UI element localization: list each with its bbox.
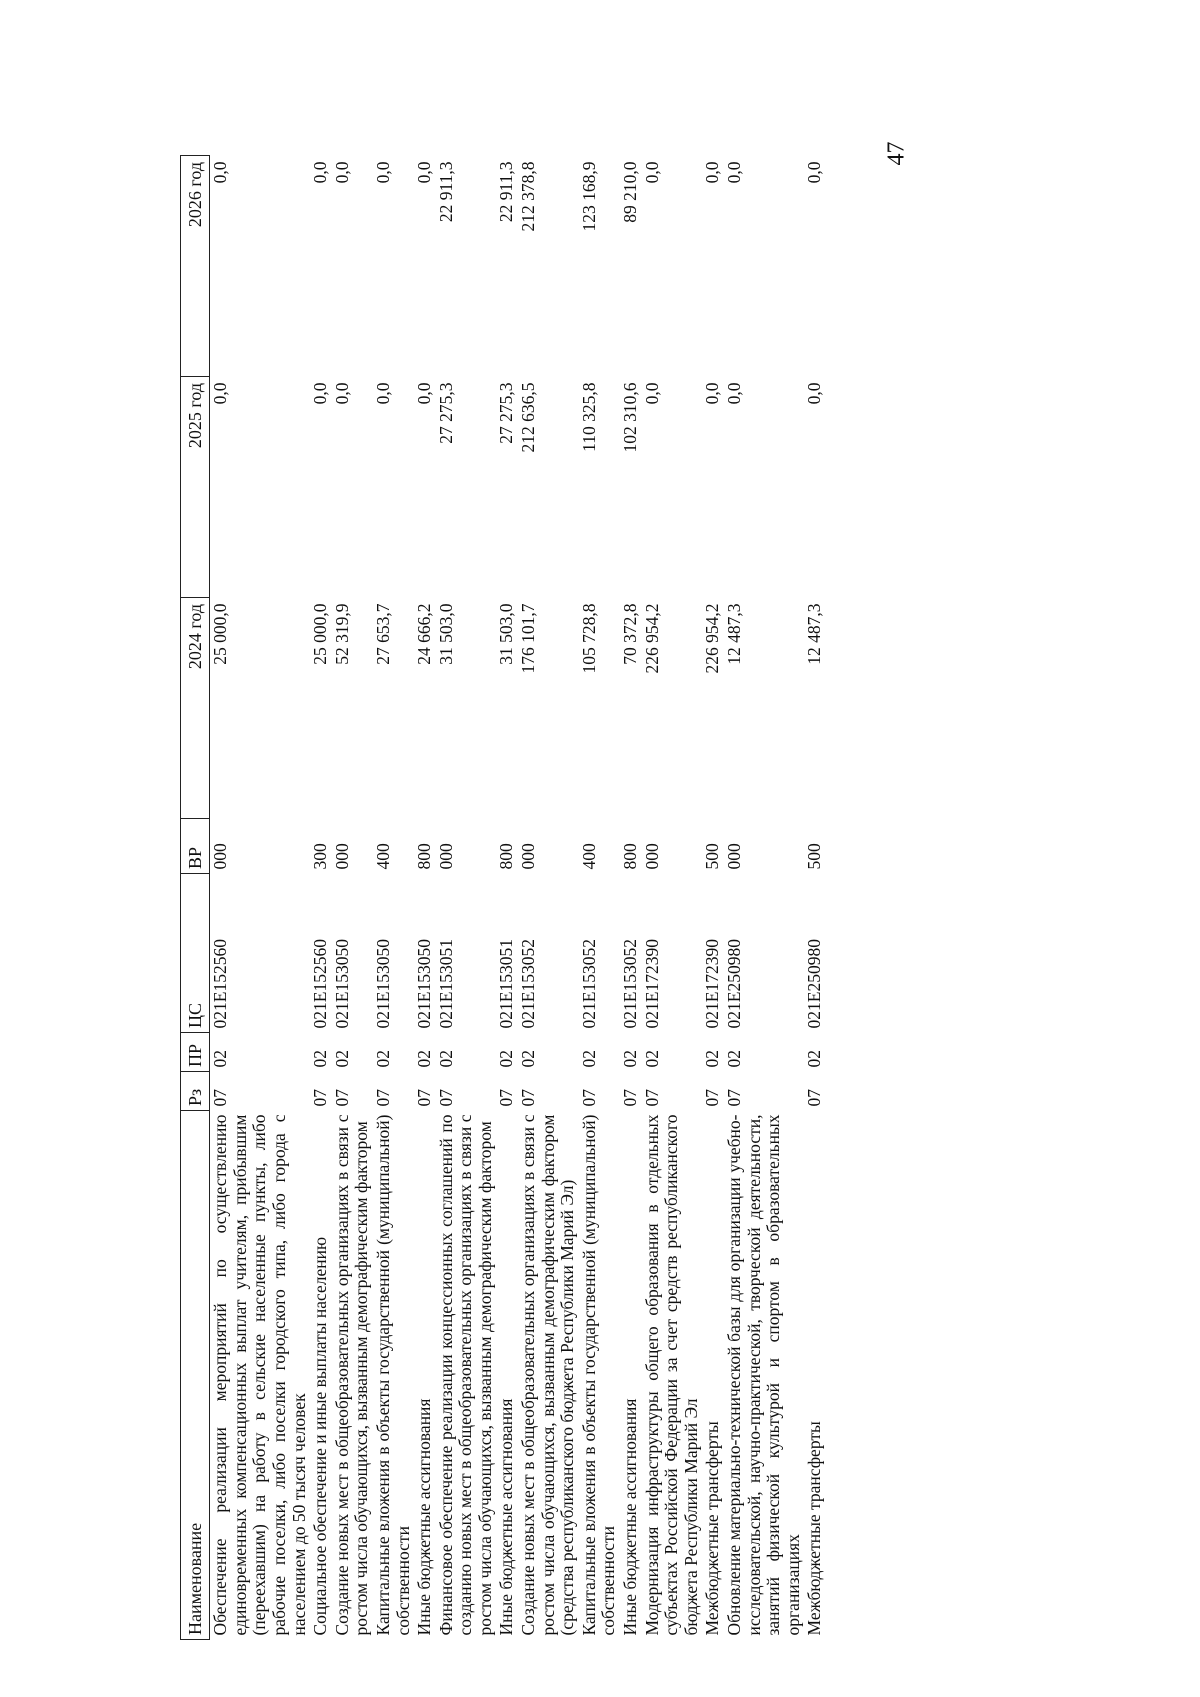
cell-2025: 0,0	[414, 382, 435, 405]
cell-2024: 31 503,0	[435, 603, 456, 665]
cell-2026: 0,0	[724, 161, 744, 184]
cell-2026: 22 911,3	[496, 161, 517, 223]
cell-name: Межбюджетные трансферты	[804, 1421, 825, 1636]
cell-cs: 021E153050	[331, 939, 352, 1029]
cell-2025: 0,0	[331, 382, 352, 405]
cell-2025: 0,0	[310, 382, 331, 405]
cell-vr: 400	[372, 843, 393, 870]
cell-cs: 021E172390	[641, 939, 662, 1029]
cell-rz: 07	[372, 1089, 393, 1107]
cell-2024: 25 000,0	[210, 603, 231, 665]
cell-cs: 021E250980	[724, 939, 744, 1029]
cell-2024: 12 487,3	[804, 603, 825, 665]
cell-2026: 22 911,3	[435, 161, 456, 223]
cell-2025: 102 310,6	[620, 382, 641, 453]
cell-2025: 212 636,5	[518, 382, 539, 453]
cell-vr: 800	[414, 843, 435, 870]
table-row	[310, 156, 332, 1640]
cell-2025: 27 275,3	[496, 382, 517, 444]
cell-vr: 500	[702, 843, 723, 870]
cell-2024: 176 101,7	[518, 603, 539, 674]
table-row	[642, 156, 703, 1640]
cell-2024: 25 000,0	[310, 603, 331, 665]
cell-2025: 0,0	[372, 382, 393, 405]
cell-2024: 24 666,2	[414, 603, 435, 665]
header-cs: ЦС	[181, 874, 210, 1033]
cell-rz: 07	[804, 1089, 825, 1107]
cell-cs: 021E250980	[804, 939, 825, 1029]
cell-vr: 000	[210, 843, 231, 870]
cell-cs: 021E153050	[372, 939, 393, 1029]
cell-rz: 07	[210, 1089, 231, 1107]
cell-cs: 021E152560	[310, 939, 331, 1029]
cell-2024: 52 319,9	[331, 603, 352, 665]
cell-name: Иные бюджетные ассигнования	[496, 1398, 517, 1636]
cell-pr: 02	[724, 1050, 744, 1068]
cell-name: Модернизация инфраструктуры общего образования в отдельных субъектах Российской Федерации за счет средств республиканского бюджета Республики Марий Эл	[641, 1114, 701, 1636]
cell-2025: 27 275,3	[435, 382, 456, 444]
cell-vr: 000	[518, 843, 539, 870]
cell-vr: 800	[496, 843, 517, 870]
table-body	[210, 156, 826, 1640]
cell-rz: 07	[435, 1089, 456, 1107]
table-row	[332, 156, 373, 1640]
cell-2025: 0,0	[702, 382, 723, 405]
cell-name: Капитальные вложения в объекты государственной (муниципальной) собственности	[372, 1114, 413, 1636]
cell-name: Иные бюджетные ассигнования	[620, 1398, 641, 1636]
cell-rz: 07	[641, 1089, 662, 1107]
cell-name: Обеспечение реализации мероприятий по осуществлению единовременных компенсационных выплат учителям, прибывшим (переехавшим) на работу в сельские населенные пункты, либо рабочие поселки, либо поселки городского типа, либо города с населением до 50 тысяч человек	[210, 1114, 309, 1636]
cell-2026: 0,0	[372, 161, 393, 184]
budget-table-rotated	[180, 161, 1040, 1640]
header-pr: ПР	[181, 1033, 210, 1072]
cell-2024: 31 503,0	[496, 603, 517, 665]
cell-vr: 500	[804, 843, 825, 870]
cell-2026: 0,0	[641, 161, 662, 184]
cell-pr: 02	[641, 1050, 662, 1068]
header-2026: 2026 год	[181, 156, 210, 377]
table-row	[414, 156, 436, 1640]
cell-2025: 0,0	[724, 382, 744, 405]
cell-2025: 0,0	[210, 382, 231, 405]
cell-2025: 110 325,8	[578, 382, 599, 452]
cell-2026: 0,0	[702, 161, 723, 184]
table-row	[373, 156, 414, 1640]
cell-pr: 02	[578, 1050, 599, 1068]
cell-rz: 07	[620, 1089, 641, 1107]
cell-2024: 226 954,2	[702, 603, 723, 674]
cell-cs: 021E153052	[578, 939, 599, 1029]
header-vr: ВР	[181, 819, 210, 874]
cell-vr: 300	[310, 843, 331, 870]
cell-2024: 105 728,8	[578, 603, 599, 674]
cell-name: Создание новых мест в общеобразовательных организациях в связи с ростом числа обучающихся, вызванным демографическим фактором (средства республиканского бюджета Республики Марий Эл)	[518, 1114, 578, 1636]
cell-2026: 0,0	[414, 161, 435, 184]
cell-vr: 000	[331, 843, 352, 870]
header-name: Наименование	[181, 1111, 210, 1640]
cell-cs: 021E153051	[496, 939, 517, 1029]
cell-2024: 70 372,8	[620, 603, 641, 665]
cell-2026: 212 378,8	[518, 161, 539, 232]
cell-cs: 021E172390	[702, 939, 723, 1029]
table-row	[804, 156, 826, 1640]
table-row	[210, 156, 310, 1640]
cell-2026: 89 210,0	[620, 161, 641, 223]
cell-pr: 02	[310, 1050, 331, 1068]
table-row	[518, 156, 579, 1640]
cell-2026: 0,0	[804, 161, 825, 184]
cell-pr: 02	[435, 1050, 456, 1068]
header-2024: 2024 год	[181, 598, 210, 819]
header-rz: Рз	[181, 1072, 210, 1111]
table-row	[436, 156, 497, 1640]
table-header-row	[181, 156, 210, 1640]
header-2025: 2025 год	[181, 377, 210, 598]
cell-pr: 02	[804, 1050, 825, 1068]
cell-cs: 021E153052	[620, 939, 641, 1029]
table-row	[702, 156, 724, 1640]
cell-rz: 07	[724, 1089, 744, 1107]
cell-2026: 0,0	[310, 161, 331, 184]
table-row	[496, 156, 518, 1640]
table-row	[620, 156, 642, 1640]
cell-name: Финансовое обеспечение реализации концессионных соглашений по созданию новых мест в общеобразовательных организациях в связи с ростом числа обучающихся, вызванным демографическим фактором	[435, 1114, 495, 1636]
cell-rz: 07	[518, 1089, 539, 1107]
budget-table	[180, 155, 826, 1640]
cell-vr: 800	[620, 843, 641, 870]
cell-cs: 021E153052	[518, 939, 539, 1029]
cell-2025: 0,0	[804, 382, 825, 405]
cell-pr: 02	[210, 1050, 231, 1068]
table-row	[579, 156, 620, 1640]
cell-vr: 000	[435, 843, 456, 870]
cell-pr: 02	[331, 1050, 352, 1068]
cell-vr: 000	[724, 843, 744, 870]
cell-rz: 07	[414, 1089, 435, 1107]
cell-pr: 02	[496, 1050, 517, 1068]
cell-name: Создание новых мест в общеобразовательных организациях в связи с ростом числа обучающихся, вызванным демографическим фактором	[331, 1114, 372, 1636]
cell-2024: 226 954,2	[641, 603, 662, 674]
cell-vr: 400	[578, 843, 599, 870]
cell-cs: 021E152560	[210, 939, 231, 1029]
cell-rz: 07	[331, 1089, 352, 1107]
cell-name: Обновление материально-технической базы для организации учебно-исследовательской, научно-практической, творческой деятельности, занятий физической культурой и спортом в образовательных организациях	[724, 1114, 803, 1636]
cell-name: Иные бюджетные ассигнования	[414, 1398, 435, 1636]
cell-pr: 02	[414, 1050, 435, 1068]
cell-pr: 02	[702, 1050, 723, 1068]
cell-rz: 07	[702, 1089, 723, 1107]
cell-name: Межбюджетные трансферты	[702, 1421, 723, 1636]
cell-2024: 12 487,3	[724, 603, 744, 665]
cell-2026: 0,0	[331, 161, 352, 184]
table-row	[724, 156, 804, 1640]
cell-rz: 07	[496, 1089, 517, 1107]
cell-cs: 021E153051	[435, 939, 456, 1029]
cell-rz: 07	[310, 1089, 331, 1107]
cell-pr: 02	[518, 1050, 539, 1068]
cell-rz: 07	[578, 1089, 599, 1107]
cell-2026: 123 168,9	[578, 161, 599, 232]
cell-name: Капитальные вложения в объекты государственной (муниципальной) собственности	[578, 1114, 619, 1636]
cell-2026: 0,0	[210, 161, 231, 184]
cell-cs: 021E153050	[414, 939, 435, 1029]
cell-pr: 02	[620, 1050, 641, 1068]
cell-vr: 000	[641, 843, 662, 870]
cell-2024: 27 653,7	[372, 603, 393, 665]
cell-pr: 02	[372, 1050, 393, 1068]
page-number: 47	[883, 141, 910, 166]
cell-name: Социальное обеспечение и иные выплаты населению	[310, 1236, 331, 1636]
cell-2025: 0,0	[641, 382, 662, 405]
